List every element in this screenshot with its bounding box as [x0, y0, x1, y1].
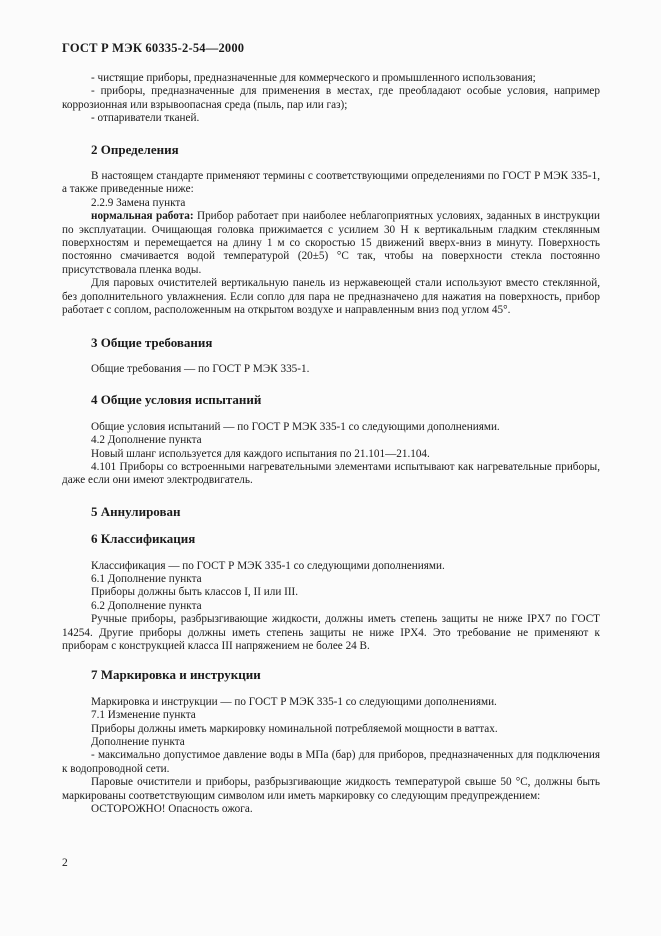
new-hose-text: Новый шланг используется для каждого испытания по 21.101—21.104. [91, 447, 430, 460]
document-body [62, 72, 600, 816]
clause-6-2: 6.2 Дополнение пункта [91, 599, 202, 612]
section-heading-annulled: 5 Аннулирован [91, 503, 181, 519]
term-normal-operation: нормальная работа: [91, 210, 194, 223]
section-heading-test-conditions: 4 Общие условия испытаний [91, 392, 262, 408]
clause-7-1: 7.1 Изменение пункта [91, 709, 196, 722]
document-header: ГОСТ Р МЭК 60335-2-54—2000 [62, 41, 245, 55]
power-marking-text: Приборы должны иметь маркировку номинальной потребляемой мощности в ваттах. [91, 722, 498, 735]
water-pressure-text: - максимально допустимое давление воды в МПа (бар) для приборов, предназначенных для подключения к водопроводной сети. [62, 749, 600, 775]
clause-6-1: 6.1 Дополнение пункта [91, 572, 202, 585]
warning-text: ОСТОРОЖНО! Опасность ожога. [91, 803, 253, 816]
steam-cleaner-paragraph: Для паровых очистителей вертикальную панель из нержавеющей стали используют вместо стеклянной, без дополнительного увлажнения. Если сопло для пара не предназначено для нажатия на поверхность, прибор работает с соплом, расположенным на открытом воздухе и направленным вниз под углом 45°. [62, 277, 600, 317]
definition-text: Прибор работает при наиболее неблагоприятных условиях, заданных в инструкции по эксплуатации. Очищающая головка прижимается с усилием 30 Н к вертикальным гладким стеклянным поверхностям и перемещается на длину 1 м со скоростью 15 движений вверх-вниз в минуту. Поверхность постоянно смачивается водой температурой (20±5) °С так, чтобы на поверхности стекла постоянно присутствовала пленка воды. [62, 210, 600, 276]
section-heading-classification: 6 Классификация [91, 531, 196, 547]
intro-item-2: - приборы, предназначенные для применения в местах, где преобладают особые условия, например коррозионная или взрывоопасная среда (пыль, пар или газ); [62, 85, 600, 111]
clause-4-101: 4.101 Приборы со встроенными нагревательными элементами испытывают как нагревательные приборы, даже если они имеют электродвигатель. [62, 460, 600, 487]
clause-2-2-9: 2.2.9 Замена пункта [91, 196, 186, 209]
definitions-intro: В настоящем стандарте применяют термины с соответствующими определениями по ГОСТ Р МЭК 335-1, а также приведенные ниже: [62, 170, 600, 196]
general-requirements-text: Общие требования — по ГОСТ Р МЭК 335-1. [91, 362, 310, 375]
intro-item-1: - чистящие приборы, предназначенные для коммерческого и промышленного использования; [91, 72, 536, 84]
steam-marking-text: Паровые очистители и приборы, разбрызгивающие жидкость температурой свыше 50 °С, должны быть маркированы соответствующим символом или иметь маркировку со следующим предупреждением: [62, 776, 600, 802]
protection-degree-text: Ручные приборы, разбрызгивающие жидкости, должны иметь степень защиты не ниже IPX7 по ГОСТ 14254. Другие приборы должны иметь степень защиты не ниже IPX4. Это требование не применяют к приборам с конструкцией класса III напряжением не более 24 В. [62, 613, 600, 652]
classification-text: Классификация — по ГОСТ Р МЭК 335-1 со следующими дополнениями. [91, 559, 445, 572]
test-conditions-text: Общие условия испытаний — по ГОСТ Р МЭК 335-1 со следующими дополнениями. [91, 420, 500, 433]
marking-text: Маркировка и инструкции — по ГОСТ Р МЭК 335-1 со следующими дополнениями. [91, 695, 497, 708]
section-heading-definitions: 2 Определения [91, 141, 179, 157]
clause-4-2: 4.2 Дополнение пункта [91, 434, 202, 447]
classes-text: Приборы должны быть классов I, II или III. [91, 586, 299, 599]
definition-normal-operation [62, 210, 600, 277]
clause-addition: Дополнение пункта [91, 736, 185, 749]
section-heading-general-requirements: 3 Общие требования [91, 334, 213, 350]
section-heading-marking: 7 Маркировка и инструкции [91, 667, 261, 683]
intro-item-3: - отпариватели тканей. [91, 112, 200, 125]
page-number: 2 [62, 857, 68, 869]
